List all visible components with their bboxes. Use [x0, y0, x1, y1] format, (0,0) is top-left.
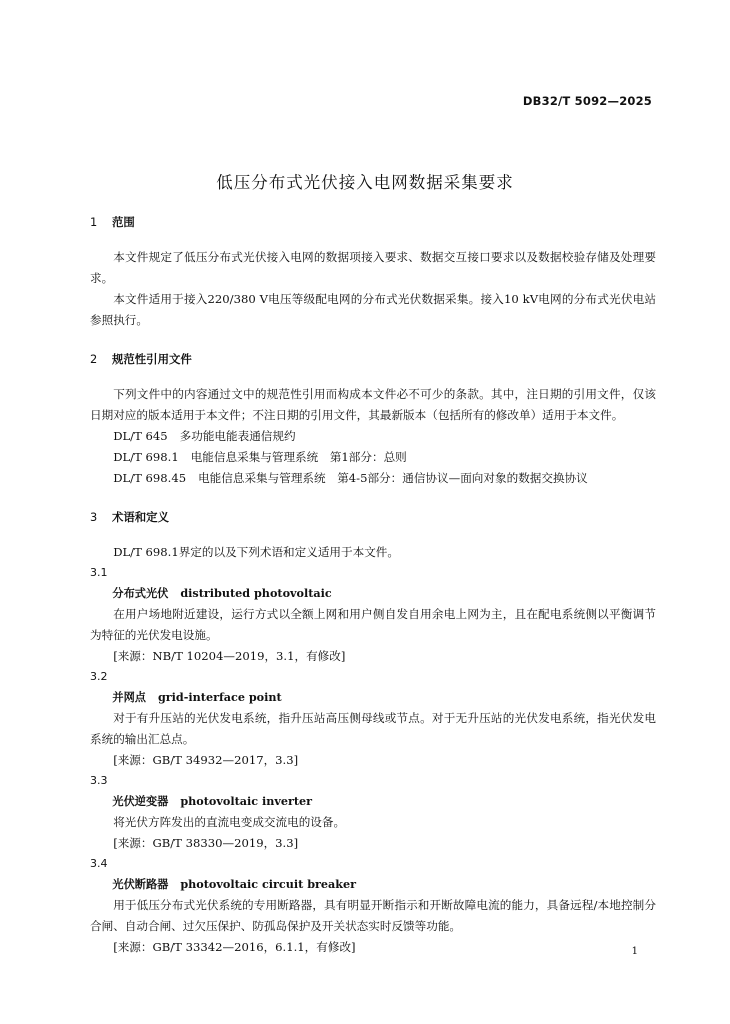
term-source: [来源：GB/T 33342—2016，6.1.1，有修改] — [113, 940, 356, 954]
section-heading-scope — [90, 212, 656, 232]
term-heading — [90, 687, 656, 708]
term-source: [来源：GB/T 34932—2017，3.3] — [113, 753, 299, 767]
term-definition: 对于有升压站的光伏发电系统，指升压站高压侧母线或节点。对于无升压站的光伏发电系统，指光伏发电系统的输出汇总点。 — [90, 711, 656, 746]
reference-item — [90, 468, 656, 489]
section-number: 1 — [90, 215, 98, 229]
section-title: 规范性引用文件 — [112, 352, 192, 366]
term-english: grid-interface point — [157, 690, 282, 704]
term-heading — [90, 583, 656, 604]
section-heading-terms-definitions — [90, 507, 656, 527]
term-english: photovoltaic inverter — [180, 794, 313, 808]
paragraph: 下列文件中的内容通过文中的规范性引用而构成本文件必不可少的条款。其中，注日期的引用文件，仅该日期对应的版本适用于本文件；不注日期的引用文件，其最新版本（包括所有的修改单）适用于本文件。 — [90, 387, 656, 422]
term-definition: 用于低压分布式光伏系统的专用断路器，具有明显开断指示和开断故障电流的能力，具备远程/本地控制分合闸、自动合闸、过欠压保护、防孤岛保护及开关状态实时反馈等功能。 — [90, 898, 656, 933]
reference-code: DL/T 645 — [113, 429, 168, 443]
term-source: [来源：NB/T 10204—2019，3.1，有修改] — [113, 649, 346, 663]
reference-title: 电能信息采集与管理系统 第1部分：总则 — [190, 450, 407, 464]
term-chinese: 分布式光伏 — [112, 587, 169, 600]
paragraph: 本文件规定了低压分布式光伏接入电网的数据项接入要求、数据交互接口要求以及数据校验存储及处理要求。 — [90, 250, 656, 285]
section-title: 术语和定义 — [112, 510, 169, 524]
page-number: 1 — [631, 946, 638, 957]
term-number: 3.4 — [90, 857, 108, 870]
term-chinese: 光伏逆变器 — [112, 795, 169, 808]
term-number: 3.2 — [90, 670, 108, 683]
document-title: 低压分布式光伏接入电网数据采集要求 — [216, 173, 514, 193]
reference-title: 电能信息采集与管理系统 第4-5部分：通信协议—面向对象的数据交换协议 — [198, 471, 588, 485]
section-number: 3 — [90, 510, 98, 524]
reference-item — [90, 426, 656, 447]
term-english: distributed photovoltaic — [180, 586, 332, 600]
document-body — [90, 212, 656, 958]
term-english: photovoltaic circuit breaker — [180, 877, 357, 891]
reference-title: 多功能电能表通信规约 — [179, 429, 296, 443]
section-title: 范围 — [112, 215, 135, 229]
term-heading — [90, 791, 656, 812]
term-chinese: 光伏断路器 — [112, 878, 169, 891]
paragraph: 本文件适用于接入220/380 V电压等级配电网的分布式光伏数据采集。接入10 kV电网的分布式光伏电站参照执行。 — [90, 292, 656, 327]
term-heading — [90, 874, 656, 895]
term-number: 3.1 — [90, 566, 108, 579]
section-number: 2 — [90, 352, 98, 366]
term-source: [来源：GB/T 38330—2019，3.3] — [113, 836, 299, 850]
term-chinese: 并网点 — [112, 691, 146, 704]
reference-code: DL/T 698.45 — [113, 471, 187, 485]
reference-item — [90, 447, 656, 468]
term-number: 3.3 — [90, 774, 108, 787]
standard-code: DB32/T 5092—2025 — [522, 94, 652, 108]
term-definition: 将光伏方阵发出的直流电变成交流电的设备。 — [113, 815, 346, 829]
paragraph: DL/T 698.1界定的以及下列术语和定义适用于本文件。 — [113, 545, 399, 559]
reference-code: DL/T 698.1 — [113, 450, 179, 464]
section-heading-normative-references — [90, 349, 656, 369]
term-definition: 在用户场地附近建设，运行方式以全额上网和用户侧自发自用余电上网为主，且在配电系统侧以平衡调节为特征的光伏发电设施。 — [90, 607, 656, 642]
